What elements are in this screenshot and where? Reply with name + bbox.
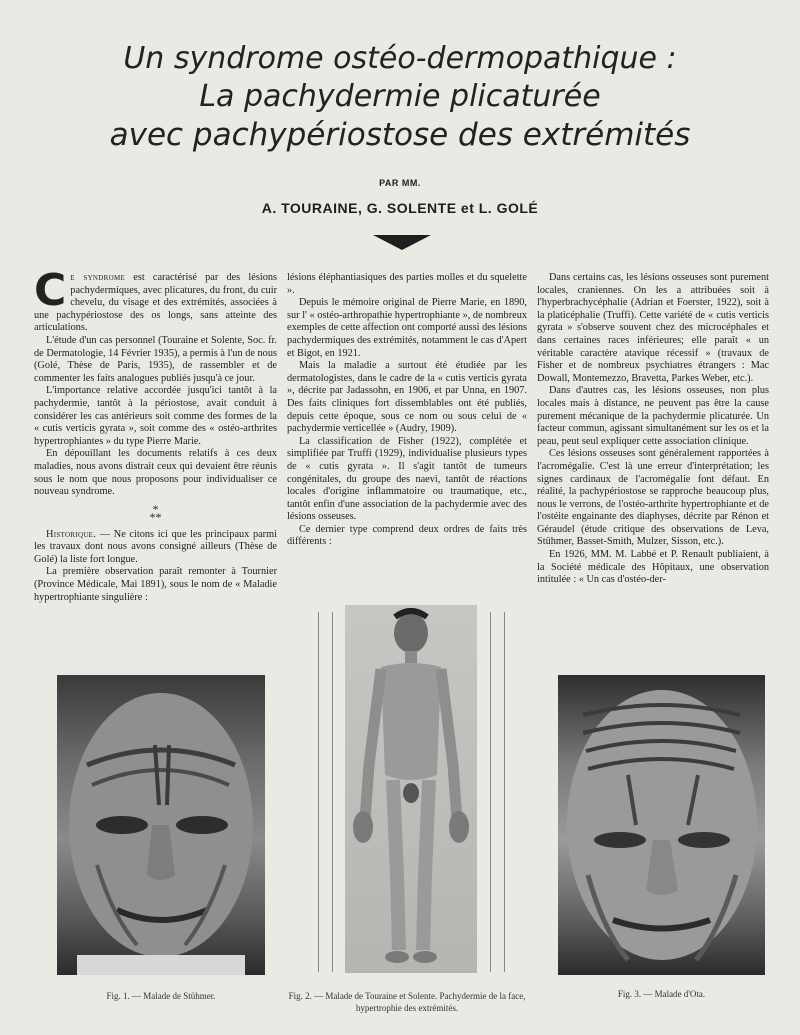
byline: PAR MM.	[379, 178, 421, 188]
figure-3-caption: Fig. 3. — Malade d'Ota.	[617, 989, 706, 999]
paragraph: En 1926, MM. M. Labbé et P. Renault publiaient, à la Société médicale des Hôpitaux, une observation intitulée : « Un cas d'ostéo-der-	[537, 549, 769, 586]
figure-1-caption: Fig. 1. — Malade de Stühmer.	[106, 991, 216, 1001]
paragraph: Depuis le mémoire original de Pierre Marie, en 1890, sur l' « ostéo-arthropathie hypertrophiante », de nombreux exemples de cette affection ont comporté aussi des lésions pachydermiques des extrémités, notamment le cas d'Apert et Bigot, en 1921.	[287, 297, 527, 359]
drop-cap: C	[34, 265, 67, 316]
rule	[504, 612, 505, 972]
figure-2-photo	[345, 605, 477, 973]
paragraph	[34, 265, 277, 335]
rule	[318, 612, 319, 972]
paragraph: Dans certains cas, les lésions osseuses sont purement locales, craniennes. On les a attribuées soit à l'hyperbrachycéphalie (Adrian et Foerster, 1922), soit à la platicéphalie (Truffi). Cette variété de « cutis verticis gyrata » s'observe souvent chez des microcéphales et dans certaines races inférieures; elle paraît « un véritable caractère atavique récessif » (travaux de Fisher et de nombreux psychiatres étrangers : Mac Dowall, Montemezzo, Bravetta, Parkes Weber, etc.).	[537, 272, 769, 384]
paragraph: Ces lésions osseuses sont généralement rapportées à l'acromégalie. C'est là une erreur d'interprétation; les signes cardinaux de l'acromégalie font défaut. En réalité, la pachypériostose se rapproche beaucoup plus, nous le verrons, de l'ostéo-arthrite hypertrophiante et de l'ostéite engainante des diaphyses, décrite par Rénon et Géraudel (étude critique des observations de Leva, Stühmer, Basset-Smith, Mulzer, Sisson, etc.).	[537, 448, 769, 548]
figure-2-caption: Fig. 2. — Malade de Touraine et Solente. Pachydermie de la face, hypertrophie des extrémités.	[288, 991, 526, 1013]
title-line-1: Un syndrome ostéo-dermopathique :	[123, 41, 677, 76]
paragraph: L'étude d'un cas personnel (Touraine et Solente, Soc. fr. de Dermatologie, 14 Février 1935), a permis à l'un de nous (Golé, Thèse de Paris, 1935), de rassembler et de commenter les faits analogues publiés jusqu'à ce jour.	[34, 334, 277, 384]
paragraph: Ce dernier type comprend deux ordres de faits très différents :	[287, 523, 527, 548]
paragraph	[34, 529, 277, 567]
article-title	[0, 40, 800, 154]
paragraph: La première observation paraît remonter à Tournier (Province Médicale, Mai 1891), sous le nom de « Maladie hypertrophiante singulière :	[34, 566, 277, 603]
chevron-ornament-icon	[373, 235, 431, 251]
intro-text: est caractérisé par des lésions pachydermiques, avec plicatures, du front, du cuir chevelu, du visage et des extrémités, associées à une pachypériostose des os longs, sans atteinte des articulations.	[34, 272, 277, 334]
figure-1-photo	[57, 675, 265, 975]
paragraph: En dépouillant les documents relatifs à ces deux maladies, nous avons distrait ceux qui devaient être réunis sous le nom que nous proposons pour individualiser ce nouveau syndrome.	[34, 448, 277, 498]
standing-figure-photo-icon	[345, 605, 477, 973]
paragraph: L'importance relative accordée jusqu'ici tantôt à la pachydermie, tantôt à la périostose, avait conduit à considérer les cas antérieurs soit comme des formes de la « cutis verticis gyrata », soit comme des « ostéo-arthrites hypertrophiantes » du type Pierre Marie.	[34, 385, 277, 447]
column-1	[34, 265, 277, 604]
title-line-3: avec pachypériostose des extrémités	[109, 117, 691, 153]
paragraph: Dans d'autres cas, les lésions osseuses, non plus locales mais à distance, ne peuvent pas être la cause purement mécanique de la pachydermie plicaturée. Un facteur commun, agissant simultanément sur les os et la peau, peut seul expliquer cette association clinique.	[537, 385, 769, 447]
face-photo-icon	[558, 675, 765, 975]
column-3	[537, 272, 769, 587]
paragraph: Mais la maladie a surtout été étudiée par les dermatologistes, dans le cadre de la « cutis verticis gyrata », décrite par Jadassohn, en 1906, et par Unna, en 1907. Des faits cliniques fort dissemblables ont été publiés, depuis cette époque, sous ce nom ou sous celui de « pachydermie verticellée » (Audry, 1909).	[287, 360, 527, 435]
rule	[332, 612, 333, 972]
figure-3-photo	[558, 675, 765, 975]
rule	[490, 612, 491, 972]
face-photo-icon	[57, 675, 265, 975]
paragraph: La classification de Fisher (1922), complétée et simplifiée par Truffi (1929), individualise plusieurs types de « cutis gyrata ». Il s'agit tantôt de tumeurs congénitales, du groupe des naevi, tantôt de réactions locales d'origine inflammatoire ou traumatique, etc., tantôt enfin d'une association de la pachydermie avec des lésions osseuses.	[287, 435, 527, 523]
authors: A. TOURAINE, G. SOLENTE et L. GOLÉ	[261, 200, 539, 216]
section-heading: Historique.	[46, 528, 97, 540]
paragraph: lésions éléphantiasiques des parties molles et du squelette ».	[287, 272, 527, 296]
section-text: — Ne citons ici que les principaux parmi les travaux dont nous avons consigné ailleurs (Thèse de Golé) la liste fort longue.	[34, 528, 277, 565]
column-2	[287, 272, 527, 584]
intro-small-caps: e syndrome	[70, 272, 126, 283]
title-line-2: La pachydermie plicaturée	[199, 79, 601, 114]
section-separator: * **	[149, 501, 162, 524]
